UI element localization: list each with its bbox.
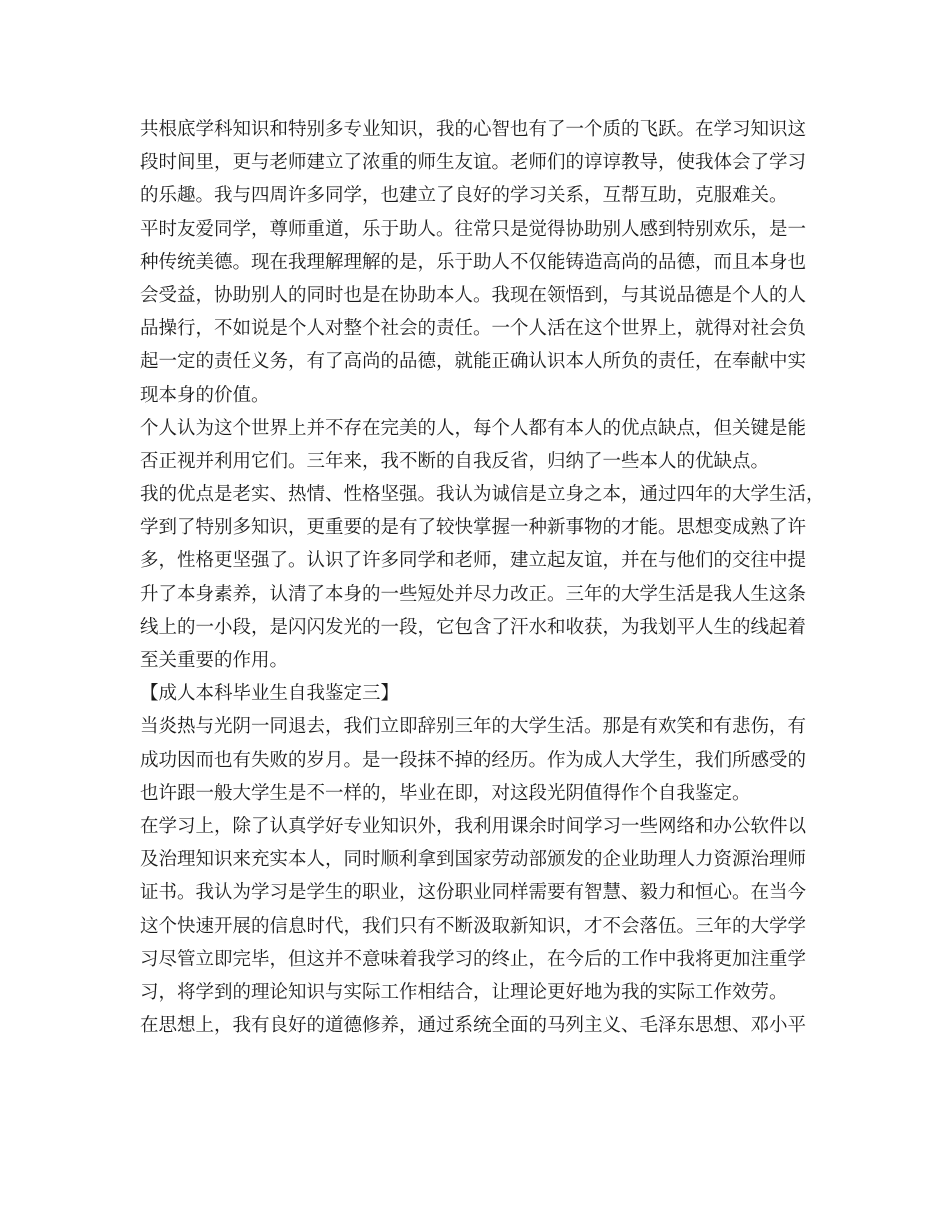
text-line: 学到了特别多知识，更重要的是有了较快掌握一种新事物的才能。思想变成熟了许: [140, 517, 807, 539]
text-line: 当炎热与光阴一同退去，我们立即辞别三年的大学生活。那是有欢笑和有悲伤，有: [140, 716, 807, 738]
text-line: 这个快速开展的信息时代，我们只有不断汲取新知识，才不会落伍。三年的大学学: [140, 915, 807, 937]
text-line: 个人认为这个世界上并不存在完美的人，每个人都有本人的优点缺点，但关键是能: [140, 417, 807, 439]
text-line: 我的优点是老实、热情、性格坚强。我认为诚信是立身之本，通过四年的大学生活，: [140, 484, 825, 506]
body-text: [140, 113, 825, 1042]
text-line: 线上的一小段，是闪闪发光的一段，它包含了汗水和收获，为我划平人生的线起着: [140, 616, 807, 638]
text-line: 在思想上，我有良好的道德修养，通过系统全面的马列主义、毛泽东思想、邓小平: [140, 1015, 807, 1037]
text-line: 及治理知识来充实本人，同时顺利拿到国家劳动部颁发的企业助理人力资源治理师: [140, 849, 807, 871]
text-line: 品操行，不如说是个人对整个社会的责任。一个人活在这个世界上，就得对社会负: [140, 318, 807, 340]
text-line: 升了本身素养，认清了本身的一些短处并尽力改正。三年的大学生活是我人生这条: [140, 583, 807, 605]
text-line: 共根底学科知识和特别多专业知识，我的心智也有了一个质的飞跃。在学习知识这: [140, 119, 807, 140]
text-line: 的乐趣。我与四周许多同学，也建立了良好的学习关系，互帮互助，克服难关。: [140, 185, 788, 207]
text-line: 平时友爱同学，尊师重道，乐于助人。往常只是觉得协助别人感到特别欢乐，是一: [140, 218, 807, 240]
text-line: 否正视并利用它们。三年来，我不断的自我反省，归纳了一些本人的优缺点。: [140, 450, 770, 472]
text-line: 多，性格更坚强了。认识了许多同学和老师，建立起友谊，并在与他们的交往中提: [140, 550, 807, 572]
text-line: 会受益，协助别人的同时也是在协助本人。我现在领悟到，与其说品德是个人的人: [140, 284, 807, 306]
text-line: 习尽管立即完毕，但这并不意味着我学习的终止，在今后的工作中我将更加注重学: [140, 948, 807, 970]
text-line: 也许跟一般大学生是不一样的，毕业在即，对这段光阴值得作个自我鉴定。: [140, 782, 751, 804]
text-line: 【成人本科毕业生自我鉴定三】: [140, 683, 400, 705]
text-line: 成功因而也有失败的岁月。是一段抹不掉的经历。作为成人大学生，我们所感受的: [140, 749, 807, 771]
text-line: 在学习上，除了认真学好专业知识外，我利用课余时间学习一些网络和办公软件以: [140, 815, 807, 837]
text-line: 习，将学到的理论知识与实际工作相结合，让理论更好地为我的实际工作效劳。: [140, 981, 788, 1003]
text-line: 现本身的价值。: [140, 384, 270, 406]
text-line: 证书。我认为学习是学生的职业，这份职业同样需要有智慧、毅力和恒心。在当今: [140, 882, 807, 904]
text-line: 至关重要的作用。: [140, 650, 289, 671]
text-line: 种传统美德。现在我理解理解的是，乐于助人不仅能铸造高尚的品德，而且本身也: [140, 251, 807, 273]
text-line: 起一定的责任义务，有了高尚的品德，就能正确认识本人所负的责任，在奉献中实: [140, 351, 807, 373]
text-line: 段时间里，更与老师建立了浓重的师生友谊。老师们的谆谆教导，使我体会了学习: [140, 152, 807, 174]
